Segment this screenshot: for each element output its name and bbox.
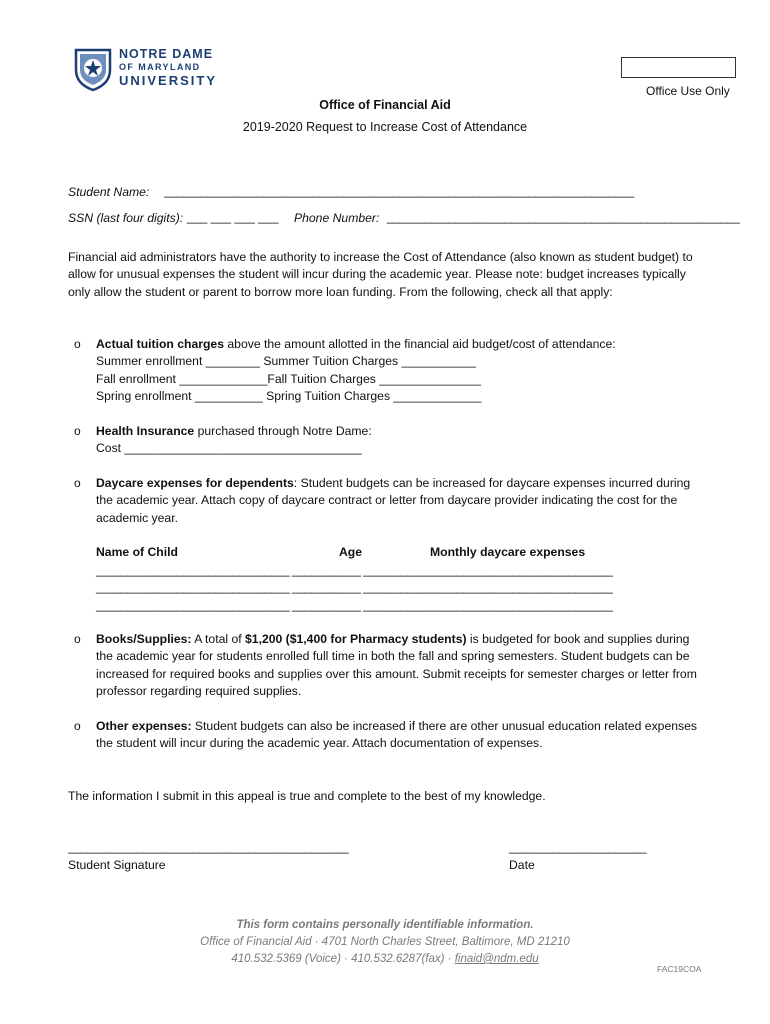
daycare-row-3[interactable]: _______________________________ ___________ ________________________________________ — [96, 597, 613, 612]
books-checkbox[interactable]: o — [74, 632, 81, 646]
other-heading: Other expenses: — [96, 719, 192, 733]
logo-line-2: OF MARYLAND — [119, 62, 201, 72]
insurance-checkbox[interactable]: o — [74, 424, 81, 438]
date-field[interactable]: ______________________ — [509, 840, 647, 854]
insurance-cost-field[interactable]: Cost ___________________________________ — [96, 441, 362, 456]
office-use-box[interactable] — [621, 57, 736, 78]
certification-statement: The information I submit in this appeal is true and complete to the best of my knowledge. — [68, 789, 546, 803]
other-checkbox[interactable]: o — [74, 719, 81, 733]
ssn-label: SSN (last four digits): — [68, 211, 184, 225]
daycare-row-2[interactable]: _______________________________ ___________ ________________________________________ — [96, 580, 613, 595]
insurance-heading: Health Insurance — [96, 424, 195, 438]
tuition-section — [96, 336, 706, 406]
books-section — [96, 631, 706, 701]
signature-field[interactable]: _____________________________________________ — [68, 840, 349, 854]
intro-paragraph: Financial aid administrators have the authority to increase the Cost of Attendance (also known as student budget) to allow for unusual expenses the student will incur during the academic year. Please note: budget increases typically only allow the student or parent to borrow more loan funding. From the following, check all that apply: — [68, 250, 693, 299]
other-section — [96, 718, 706, 753]
fall-enrollment-row[interactable]: Fall enrollment _____________Fall Tuition Charges _______________ — [96, 371, 481, 386]
footer — [0, 917, 770, 968]
student-name-field[interactable]: ____________________________________________________________________________ — [164, 184, 634, 198]
insurance-section — [96, 423, 706, 458]
books-text-a: A total of — [191, 632, 246, 646]
daycare-table — [96, 562, 612, 614]
footer-phones: 410.532.5369 (Voice) · 410.532.6287(fax) · — [231, 953, 455, 965]
page-subtitle: 2019-2020 Request to Increase Cost of Attendance — [242, 120, 528, 134]
col-monthly-expenses: Monthly daycare expenses — [430, 545, 586, 559]
tuition-text: above the amount allotted in the financial aid budget/cost of attendance: — [224, 337, 616, 351]
ssn-field[interactable]: ___ ___ ___ ___ — [187, 210, 279, 224]
logo-wordmark — [119, 48, 217, 87]
student-name-label: Student Name: — [68, 185, 150, 199]
date-label: Date — [509, 858, 535, 872]
logo-line-3: UNIVERSITY — [119, 73, 218, 88]
col-age: Age — [339, 545, 363, 559]
logo-line-1: NOTRE DAME — [119, 47, 214, 61]
phone-field[interactable]: _________________________________________________________ — [387, 210, 740, 224]
books-heading: Books/Supplies: — [96, 632, 192, 646]
footer-contact — [0, 951, 770, 968]
shield-emblem-icon — [73, 46, 113, 92]
daycare-checkbox[interactable]: o — [74, 476, 81, 490]
insurance-text: purchased through Notre Dame: — [194, 424, 372, 438]
footer-email-link[interactable]: finaid@ndm.edu — [454, 953, 539, 965]
tuition-checkbox[interactable]: o — [74, 337, 81, 351]
phone-label: Phone Number: — [294, 211, 380, 225]
office-use-label: Office Use Only — [646, 84, 730, 98]
page-title: Office of Financial Aid — [319, 98, 451, 112]
university-logo — [73, 46, 223, 94]
tuition-heading: Actual tuition charges — [96, 337, 224, 351]
form-code: FAC19COA — [657, 964, 702, 974]
other-text: Student budgets can also be increased if there are other unusual education related expenses the student will incur during the academic year. Attach documentation of expenses. — [96, 719, 697, 751]
daycare-section — [96, 475, 706, 527]
books-text-b: is budgeted for book and supplies during the academic year for students enrolled full time in both the fall and spring semesters. Student budgets can be increased for required books and supplies over this amount. Submit receipts for semester charges or letter from professor regarding required supplies. — [96, 632, 697, 699]
signature-label: Student Signature — [68, 858, 166, 872]
footer-pii-notice: This form contains personally identifiable information. — [236, 919, 534, 931]
daycare-row-1[interactable]: _______________________________ ___________ ________________________________________ — [96, 563, 613, 577]
books-amount: $1,200 ($1,400 for Pharmacy students) — [245, 632, 467, 646]
spring-enrollment-row[interactable]: Spring enrollment __________ Spring Tuition Charges _____________ — [96, 389, 482, 404]
col-name-of-child: Name of Child — [96, 545, 178, 559]
footer-address: Office of Financial Aid · 4701 North Charles Street, Baltimore, MD 21210 — [200, 936, 570, 948]
summer-enrollment-row[interactable]: Summer enrollment ________ Summer Tuition Charges ___________ — [96, 354, 477, 369]
daycare-heading: Daycare expenses for dependents — [96, 476, 294, 490]
daycare-text: : Student budgets can be increased for daycare expenses incurred during the academic year. Attach copy of daycare contract or letter from daycare provider indicating the cost for the academic year. — [96, 476, 691, 525]
